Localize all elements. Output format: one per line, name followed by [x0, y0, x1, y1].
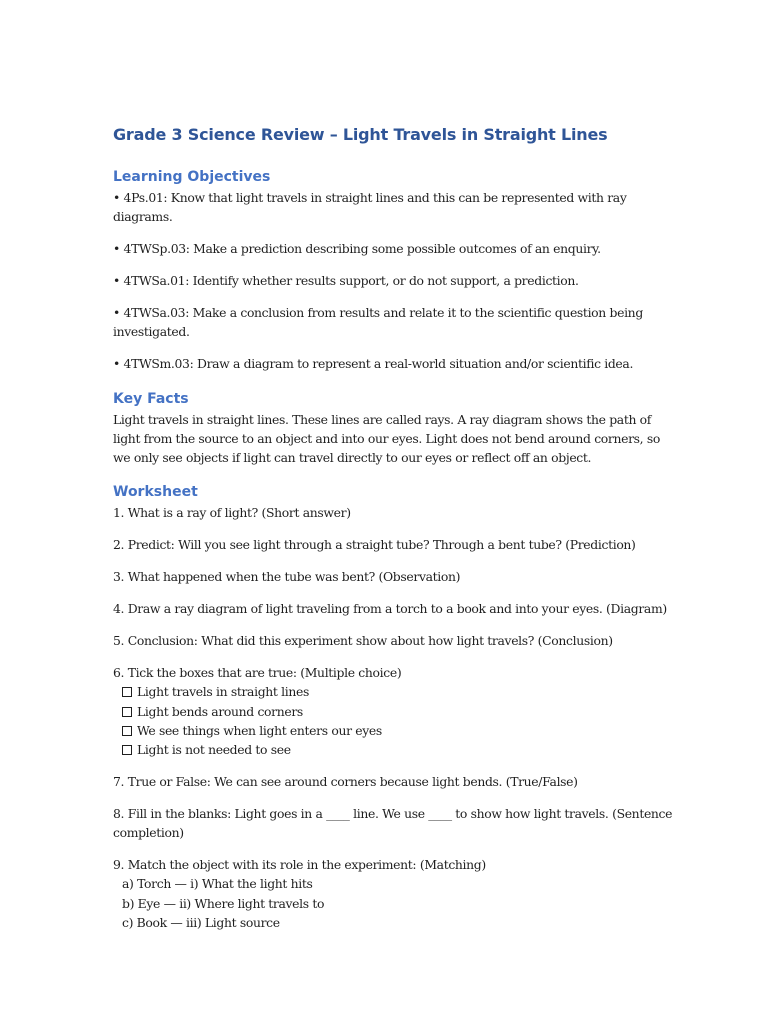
question-2: 2. Predict: Will you see light through a straight tube? Through a bent tube? (Prediction) — [113, 537, 636, 553]
matching-pair: c) Book — iii) Light source — [122, 914, 280, 930]
key-facts-text: Light travels in straight lines. These lines are called rays. A ray diagram shows the path of light from the source to an object and into our eyes. Light does not bend around corners, so we only see objects if light can travel directly to our eyes or reflect off an object. — [113, 411, 660, 466]
objective-item: • 4TWSa.01: Identify whether results support, or do not support, a prediction. — [113, 273, 579, 289]
question-9-prompt: 9. Match the object with its role in the experiment: (Matching) — [113, 857, 486, 873]
question-3: 3. What happened when the tube was bent? (Observation) — [113, 569, 461, 585]
checkbox-icon[interactable] — [122, 707, 132, 717]
learning-objectives-heading: Learning Objectives — [113, 169, 271, 185]
question-9 — [113, 855, 673, 932]
key-facts-section — [113, 388, 673, 468]
checkbox-option[interactable] — [113, 721, 673, 740]
question-6 — [113, 663, 673, 759]
document-page — [113, 118, 673, 932]
matching-pair: a) Torch — i) What the light hits — [122, 876, 313, 892]
question-8: 8. Fill in the blanks: Light goes in a ____ line. We use ____ to show how light travels. (Sentence completion) — [113, 806, 673, 841]
question-4: 4. Draw a ray diagram of light traveling from a torch to a book and into your eyes. (Diagram) — [113, 601, 667, 617]
checkbox-option[interactable] — [113, 740, 673, 759]
document-title: Grade 3 Science Review – Light Travels in Straight Lines — [113, 125, 608, 144]
objective-item: • 4TWSp.03: Make a prediction describing some possible outcomes of an enquiry. — [113, 241, 601, 257]
matching-pair: b) Eye — ii) Where light travels to — [122, 895, 325, 911]
checkbox-option[interactable] — [113, 682, 673, 701]
objective-item: • 4Ps.01: Know that light travels in straight lines and this can be represented with ray diagrams. — [113, 190, 627, 225]
key-facts-heading: Key Facts — [113, 390, 189, 407]
checkbox-icon[interactable] — [122, 745, 132, 755]
checkbox-option-label: Light travels in straight lines — [137, 684, 309, 700]
checkbox-option-label: We see things when light enters our eyes — [137, 722, 382, 738]
checkbox-option[interactable] — [113, 702, 673, 721]
question-6-prompt: 6. Tick the boxes that are true: (Multiple choice) — [113, 665, 402, 681]
objective-item: • 4TWSa.03: Make a conclusion from results and relate it to the scientific question being investigated. — [113, 305, 643, 340]
checkbox-icon[interactable] — [122, 687, 132, 697]
question-1: 1. What is a ray of light? (Short answer) — [113, 505, 351, 521]
worksheet-heading: Worksheet — [113, 484, 198, 501]
question-5: 5. Conclusion: What did this experiment show about how light travels? (Conclusion) — [113, 633, 613, 649]
learning-objectives-section — [113, 166, 673, 374]
worksheet-section — [113, 481, 673, 932]
checkbox-option-label: Light is not needed to see — [137, 742, 291, 758]
objective-item: • 4TWSm.03: Draw a diagram to represent a real-world situation and/or scientific idea. — [113, 356, 634, 372]
checkbox-option-label: Light bends around corners — [137, 703, 303, 719]
checkbox-icon[interactable] — [122, 726, 132, 736]
question-7: 7. True or False: We can see around corners because light bends. (True/False) — [113, 774, 578, 790]
